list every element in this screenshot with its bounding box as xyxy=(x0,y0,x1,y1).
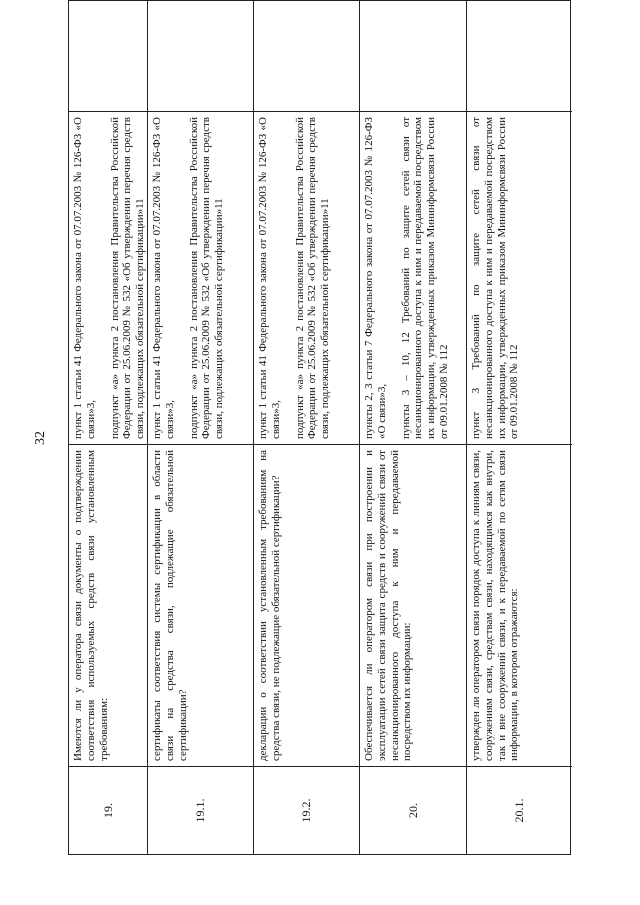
row-number: 20. xyxy=(405,803,420,818)
question-text: сертификаты соответствия системы сертификации в области связи на средства связи, подлежащие обязательной сертификации? xyxy=(151,450,189,761)
question-text: декларации о соответствии установленным требованиям на средства связи, не подлежащие обязательной сертификации? xyxy=(257,450,282,761)
empty-cell xyxy=(467,1,572,111)
legal-basis-text: подпункт «а» пункта 2 постановления Правительства Российской Федерации от 25.06.2009 № 532 «Об утверждении перечня средств связи, подлежащих обязательной сертификации»11 xyxy=(187,117,226,439)
legal-basis-text: подпункт «а» пункта 2 постановления Правительства Российской Федерации от 25.06.2009 № 532 «Об утверждении перечня средств связи, подлежащих обязательной сертификации»11 xyxy=(293,117,332,439)
row-number: 19. xyxy=(100,803,115,818)
legal-basis-text: пункт 1 статьи 41 Федерального закона от 07.07.2003 № 126-ФЗ «О связи»3, xyxy=(72,117,97,439)
table-row xyxy=(69,1,147,854)
legal-basis-text: пункт 1 статьи 41 Федерального закона от 07.07.2003 № 126-ФЗ «О связи»3, xyxy=(151,117,176,439)
legal-basis-text: пункты 2, 3 статьи 7 Федерального закона от 07.07.2003 № 126-ФЗ «О связи»3, xyxy=(363,117,388,439)
page-number: 32 xyxy=(33,431,48,445)
table-row xyxy=(466,1,572,854)
row-number: 19.1. xyxy=(193,798,207,823)
row-number: 19.2. xyxy=(299,798,313,823)
empty-cell xyxy=(360,1,466,111)
row-number: 20.1. xyxy=(512,798,526,823)
table-row xyxy=(359,1,466,854)
empty-cell xyxy=(69,1,147,111)
empty-cell xyxy=(254,1,359,111)
question-text: Имеются ли у оператора связи документы о подтверждении соответствия используемых средств связи установленным требованиям: xyxy=(72,450,110,761)
table-row xyxy=(147,1,253,854)
legal-basis-text: пункты 3 – 10, 12 Требований по защите сетей связи от несанкционированного доступа к ним и передаваемой посредством их информации, утвержденных приказом Мининформсвязи России от 09.01.2008 № 112 xyxy=(399,117,450,439)
table-row xyxy=(253,1,359,854)
legal-basis-text: пункт 3 Требований по защите сетей связи от несанкционированного доступа к ним и передаваемой посредством их информации, утвержденных приказом Мининформсвязи России от 09.01.2008 № 112 xyxy=(470,117,521,439)
empty-cell xyxy=(148,1,253,111)
requirements-table xyxy=(68,0,571,855)
question-text: Обеспечивается ли оператором связи при построении и эксплуатации сетей связи защита средств и сооружений связи от несанкционированного доступа к ним и передаваемой посредством их информации: xyxy=(363,450,414,761)
legal-basis-text: пункт 1 статьи 41 Федерального закона от 07.07.2003 № 126-ФЗ «О связи»3, xyxy=(257,117,282,439)
question-text: утвержден ли оператором связи порядок доступа к линиям связи, сооружениям связи, средствам связи, находящимся как внутри, так и вне сооружений связи, и к передаваемой по сетям связи информации, в котором отражаются: xyxy=(470,450,521,761)
legal-basis-text: подпункт «а» пункта 2 постановления Правительства Российской Федерации от 25.06.2009 № 532 «Об утверждении перечня средств связи, подлежащих обязательной сертификации»11 xyxy=(108,117,147,439)
